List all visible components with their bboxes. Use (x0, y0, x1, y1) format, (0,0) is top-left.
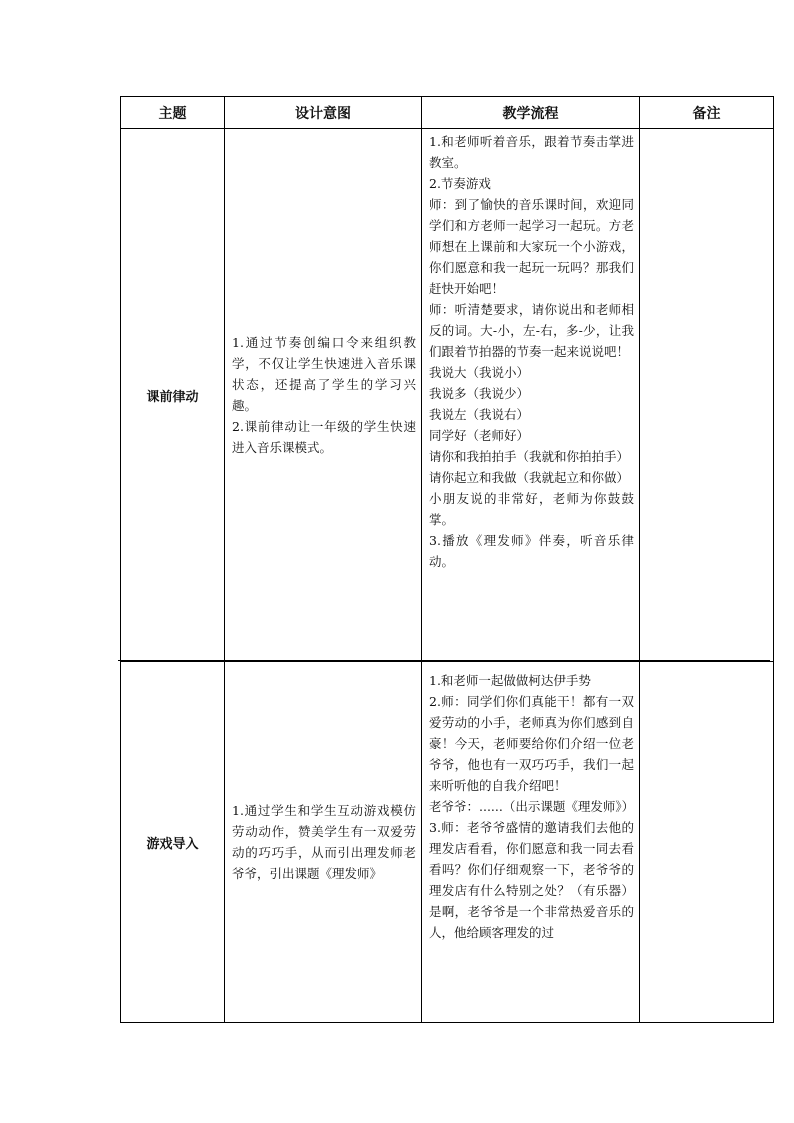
flow-paragraph: 3.师：老爷爷盛情的邀请我们去他的理发店看看，你们愿意和我一同去看看吗？你们仔细观察一下，老爷爷的理发店有什么特别之处？（有乐器）是啊，老爷爷是一个非常热爱音乐的人，他给顾客理发的过 (429, 820, 634, 940)
row-topic: 课前律动 (121, 129, 225, 662)
intent-paragraph: 1.通过学生和学生互动游戏模仿劳动动作，赞美学生有一双爱劳动的巧巧手，从而引出理发师老爷爷，引出课题《理发师》 (232, 803, 416, 881)
row-teaching-flow (422, 662, 640, 1023)
flow-paragraph: 小朋友说的非常好，老师为你鼓鼓掌。 (429, 491, 634, 527)
row-topic: 游戏导入 (121, 662, 225, 1023)
flow-paragraph: 我说多（我说少） (429, 386, 530, 401)
flow-paragraph: 2.师：同学们你们真能干！都有一双爱劳动的小手，老师真为你们感到自豪！今天，老师要给你们介绍一位老爷爷，他也有一双巧巧手，我们一起来听听他的自我介绍吧！ (429, 694, 634, 793)
header-row (121, 97, 774, 129)
flow-paragraph: 我说大（我说小） (429, 365, 530, 380)
lesson-plan-table (120, 96, 774, 1023)
page-break-line (118, 660, 770, 661)
row-notes (640, 662, 774, 1023)
flow-paragraph: 我说左（我说右） (429, 407, 530, 422)
header-design-intent: 设计意图 (225, 97, 422, 129)
table-row (121, 662, 774, 1023)
flow-paragraph: 师：到了愉快的音乐课时间，欢迎同学们和方老师一起学习一起玩。方老师想在上课前和大家玩一个小游戏，你们愿意和我一起玩一玩吗？那我们赶快开始吧！ (429, 197, 634, 296)
row-design-intent (225, 129, 422, 662)
flow-paragraph: 1.和老师听着音乐，跟着节奏击掌进教室。 (429, 134, 634, 170)
flow-paragraph: 请你和我拍拍手（我就和你拍拍手） (429, 449, 630, 464)
header-notes: 备注 (640, 97, 774, 129)
intent-paragraph: 1.通过节奏创编口令来组织教学，不仅让学生快速进入音乐课状态，还提高了学生的学习兴趣。 (232, 335, 416, 413)
flow-paragraph: 老爷爷：......（出示课题《理发师》） (429, 799, 635, 814)
flow-paragraph: 2.节奏游戏 (429, 176, 491, 191)
flow-paragraph: 1.和老师一起做做柯达伊手势 (429, 673, 591, 688)
flow-paragraph: 师：听清楚要求，请你说出和老师相反的词。大-小，左-右，多-少，让我们跟着节拍器的节奏一起来说说吧！ (429, 302, 634, 359)
intent-paragraph: 2.课前律动让一年级的学生快速进入音乐课模式。 (232, 419, 416, 455)
header-topic: 主题 (121, 97, 225, 129)
flow-paragraph: 3.播放《理发师》伴奏，听音乐律动。 (429, 533, 634, 569)
flow-paragraph: 同学好（老师好） (429, 428, 530, 443)
header-teaching-flow: 教学流程 (422, 97, 640, 129)
row-notes (640, 129, 774, 662)
row-teaching-flow (422, 129, 640, 662)
flow-paragraph: 请你起立和我做（我就起立和你做） (429, 470, 630, 485)
table-row (121, 129, 774, 662)
row-design-intent (225, 662, 422, 1023)
